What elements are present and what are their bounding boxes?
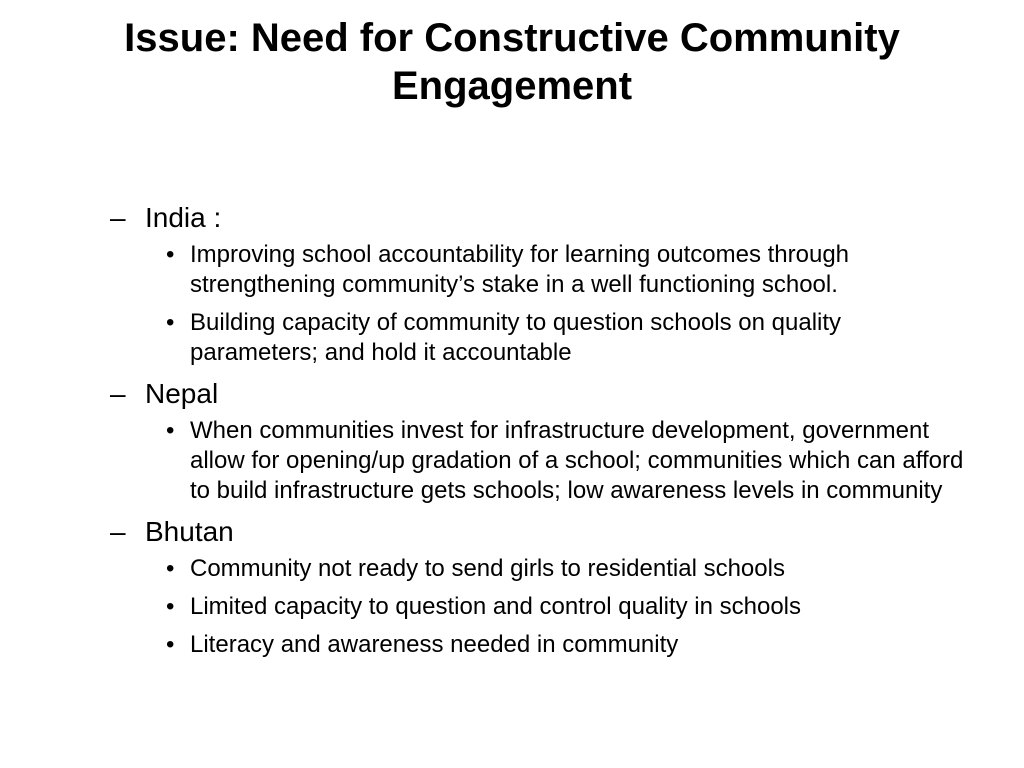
bullet-list [110, 416, 990, 506]
section-heading [110, 376, 990, 412]
dash-marker: – [110, 378, 126, 409]
section-heading [110, 514, 990, 550]
bullet-marker: • [166, 555, 175, 582]
bullet-marker: • [166, 309, 175, 336]
bullet-text: Literacy and awareness needed in community [190, 631, 679, 658]
bullet-marker: • [166, 631, 175, 658]
bullet-item [166, 592, 990, 622]
bullet-text: When communities invest for infrastructure development, government allow for opening/up gradation of a school; communities which can afford to build infrastructure gets schools; low awareness levels in community [190, 417, 964, 504]
slide-content [110, 200, 990, 668]
section-heading-text: Bhutan [145, 516, 234, 547]
bullet-marker: • [166, 241, 175, 268]
section-heading [110, 200, 990, 236]
section-india [110, 200, 990, 368]
bullet-text: Improving school accountability for learning outcomes through strengthening community’s stake in a well functioning school. [190, 241, 850, 298]
bullet-item [166, 630, 990, 660]
section-bhutan [110, 514, 990, 660]
bullet-list [110, 554, 990, 660]
dash-marker: – [110, 516, 126, 547]
bullet-text: Building capacity of community to question schools on quality parameters; and hold it accountable [190, 309, 842, 366]
bullet-item [166, 416, 990, 506]
bullet-item [166, 308, 990, 368]
bullet-text: Limited capacity to question and control quality in schools [190, 593, 802, 620]
section-heading-text: Nepal [145, 378, 219, 409]
dash-marker: – [110, 202, 126, 233]
bullet-list [110, 240, 990, 368]
slide-title: Issue: Need for Constructive Community Engagement [124, 16, 900, 108]
section-heading-text: India : [145, 202, 222, 233]
bullet-marker: • [166, 593, 175, 620]
section-nepal [110, 376, 990, 506]
bullet-text: Community not ready to send girls to residential schools [190, 555, 785, 582]
bullet-item [166, 554, 990, 584]
bullet-marker: • [166, 417, 175, 444]
bullet-item [166, 240, 990, 300]
